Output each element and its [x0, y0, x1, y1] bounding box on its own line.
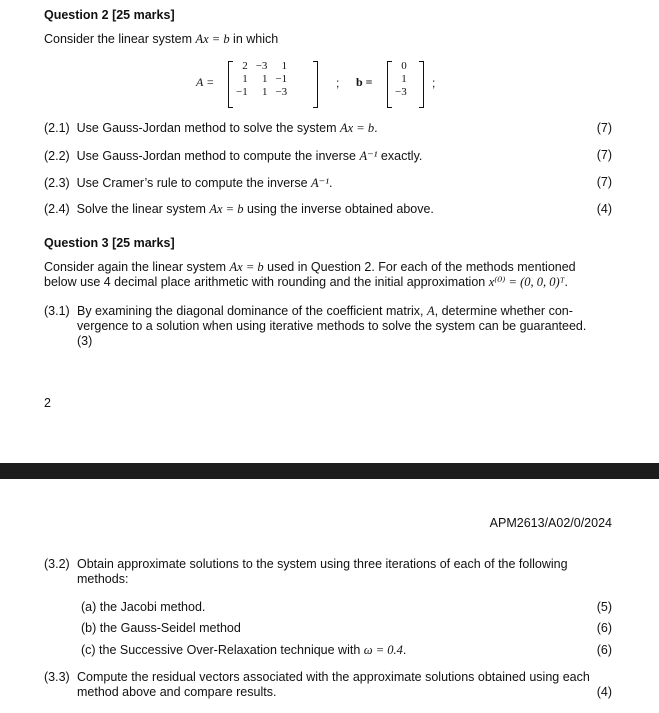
vector-b [391, 60, 411, 99]
matrix-a-cell: 1 [261, 73, 268, 85]
matrix-a-cell: 1 [281, 60, 288, 72]
matrix-a-right-bracket [313, 61, 318, 108]
item-3-2-a: (a) the Jacobi method. [81, 600, 206, 614]
item-3-2-c-marks: (6) [596, 643, 612, 657]
vector-b-cell: 0 [401, 60, 407, 72]
item-2-3: (2.3) Use Cramer’s rule to compute the inverse A⁻¹. [44, 176, 333, 190]
matrix-a-cell: 1 [242, 73, 248, 85]
question-2-title: Question 2 [25 marks] [44, 8, 175, 22]
matrix-a-cell: 1 [261, 86, 268, 98]
question-3-intro: Consider again the linear system Ax = b used in Question 2. For each of the methods mentioned below use 4 decimal place arithmetic with rounding and the initial approximation x⁽⁰⁾ = (0, 0, 0)ᵀ. [44, 260, 576, 289]
separator-1: ; [336, 76, 340, 90]
matrix-a-cell: −3 [255, 60, 268, 72]
item-2-4: (2.4) Solve the linear system Ax = b using the inverse obtained above. [44, 202, 434, 216]
item-3-2-b-marks: (6) [596, 621, 612, 635]
question-3-title: Question 3 [25 marks] [44, 236, 175, 250]
page-break-divider [0, 463, 659, 479]
matrix-a-cell: −1 [275, 73, 288, 85]
matrix-a [232, 60, 291, 99]
item-2-4-marks: (4) [596, 202, 612, 216]
item-3-2-a-marks: (5) [596, 600, 612, 614]
matrix-a-label: A = [196, 75, 215, 89]
page-number: 2 [44, 396, 51, 410]
document-code: APM2613/A02/0/2024 [489, 516, 612, 530]
item-3-3-marks: (4) [596, 685, 612, 699]
vector-b-right-bracket [419, 61, 424, 108]
question-2-intro: Consider the linear system Ax = b in which [44, 32, 279, 46]
item-3-2-b: (b) the Gauss-Seidel method [81, 621, 241, 635]
item-2-1: (2.1) Use Gauss-Jordan method to solve the system Ax = b. [44, 121, 378, 135]
item-3-2-number: (3.2) [44, 557, 70, 571]
vector-b-cell: 1 [401, 73, 407, 85]
item-3-2-c: (c) the Successive Over-Relaxation technique with ω = 0.4. [81, 643, 407, 657]
item-2-2: (2.2) Use Gauss-Jordan method to compute the inverse A⁻¹ exactly. [44, 149, 423, 163]
item-3-1-number: (3.1) [44, 304, 70, 318]
item-3-3-number: (3.3) [44, 670, 70, 684]
item-3-1-text: By examining the diagonal dominance of the coefficient matrix, A, determine whether con- vergence to a solution when using iterative methods to solve the system can be guaranteed. (3) [77, 304, 587, 348]
item-3-3-text: Compute the residual vectors associated with the approximate solutions obtained using each method above and compare results. [77, 670, 590, 699]
item-2-1-marks: (7) [596, 121, 612, 135]
matrix-a-cell: −3 [275, 86, 288, 98]
item-3-2-text: Obtain approximate solutions to the system using three iterations of each of the following methods: [77, 557, 568, 586]
vector-b-cell: −3 [395, 86, 407, 98]
item-2-2-marks: (7) [596, 148, 612, 162]
item-2-3-marks: (7) [596, 175, 612, 189]
separator-2: ; [432, 76, 436, 90]
vector-b-label: b = [356, 75, 373, 89]
matrix-a-cell: 2 [242, 60, 248, 72]
matrix-a-cell: −1 [236, 86, 248, 98]
